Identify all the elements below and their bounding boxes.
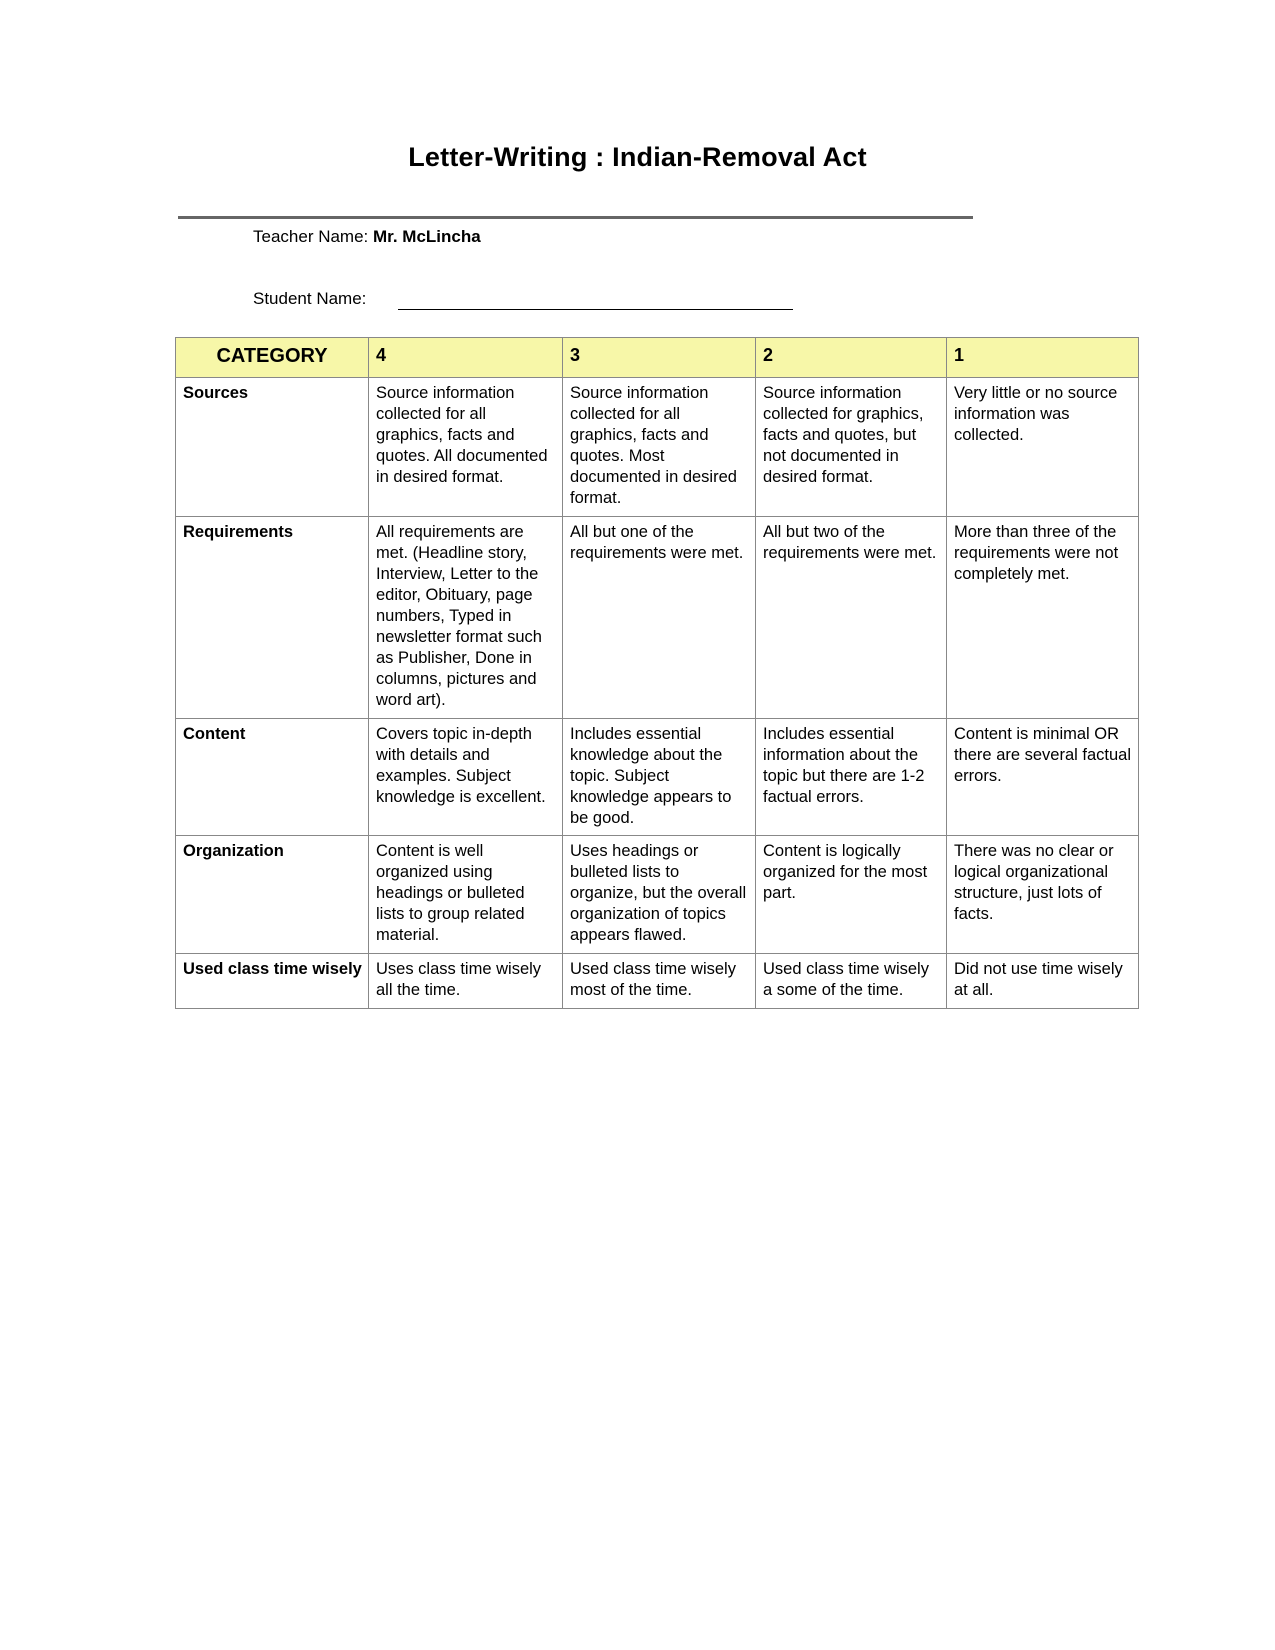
row-cell: Source information collected for all graphics, facts and quotes. Most documented in desired format. xyxy=(563,378,756,517)
row-cell: All but one of the requirements were met. xyxy=(563,517,756,719)
row-cell: Uses class time wisely all the time. xyxy=(369,954,563,1009)
row-cell: Includes essential information about the topic but there are 1-2 factual errors. xyxy=(756,718,947,836)
row-category: Content xyxy=(176,718,369,836)
table-row xyxy=(176,378,1139,517)
row-category: Used class time wisely xyxy=(176,954,369,1009)
row-cell: Includes essential knowledge about the topic. Subject knowledge appears to be good. xyxy=(563,718,756,836)
row-cell: Very little or no source information was collected. xyxy=(947,378,1139,517)
table-row xyxy=(176,954,1139,1009)
column-header-1: 1 xyxy=(947,338,1139,378)
table-row xyxy=(176,836,1139,954)
row-cell: Used class time wisely most of the time. xyxy=(563,954,756,1009)
column-header-4: 4 xyxy=(369,338,563,378)
column-header-3: 3 xyxy=(563,338,756,378)
rubric-table xyxy=(175,337,1139,1009)
row-cell: Content is logically organized for the most part. xyxy=(756,836,947,954)
teacher-name-label: Teacher Name: xyxy=(253,227,369,246)
row-cell: Did not use time wisely at all. xyxy=(947,954,1139,1009)
row-cell: Content is minimal OR there are several factual errors. xyxy=(947,718,1139,836)
row-category: Sources xyxy=(176,378,369,517)
column-header-category: CATEGORY xyxy=(176,338,369,378)
row-cell: Used class time wisely a some of the time. xyxy=(756,954,947,1009)
row-cell: Content is well organized using headings or bulleted lists to group related material. xyxy=(369,836,563,954)
teacher-name-value: Mr. McLincha xyxy=(373,227,481,246)
table-row xyxy=(176,517,1139,719)
row-category: Requirements xyxy=(176,517,369,719)
teacher-name-line xyxy=(253,227,481,247)
row-cell: All but two of the requirements were met. xyxy=(756,517,947,719)
row-category: Organization xyxy=(176,836,369,954)
row-cell: Source information collected for graphics, facts and quotes, but not documented in desired format. xyxy=(756,378,947,517)
row-cell: Source information collected for all graphics, facts and quotes. All documented in desired format. xyxy=(369,378,563,517)
row-cell: All requirements are met. (Headline story, Interview, Letter to the editor, Obituary, page numbers, Typed in newsletter format such as Publisher, Done in columns, pictures and word art). xyxy=(369,517,563,719)
page-title: Letter-Writing : Indian-Removal Act xyxy=(408,142,867,172)
table-header-row xyxy=(176,338,1139,378)
header-divider xyxy=(178,216,973,219)
row-cell: Uses headings or bulleted lists to organize, but the overall organization of topics appears flawed. xyxy=(563,836,756,954)
row-cell: More than three of the requirements were not completely met. xyxy=(947,517,1139,719)
table-row xyxy=(176,718,1139,836)
column-header-2: 2 xyxy=(756,338,947,378)
student-name-label: Student Name: xyxy=(253,289,367,308)
student-name-blank xyxy=(398,309,793,310)
row-cell: Covers topic in-depth with details and examples. Subject knowledge is excellent. xyxy=(369,718,563,836)
student-name-line xyxy=(253,289,366,309)
row-cell: There was no clear or logical organizational structure, just lots of facts. xyxy=(947,836,1139,954)
